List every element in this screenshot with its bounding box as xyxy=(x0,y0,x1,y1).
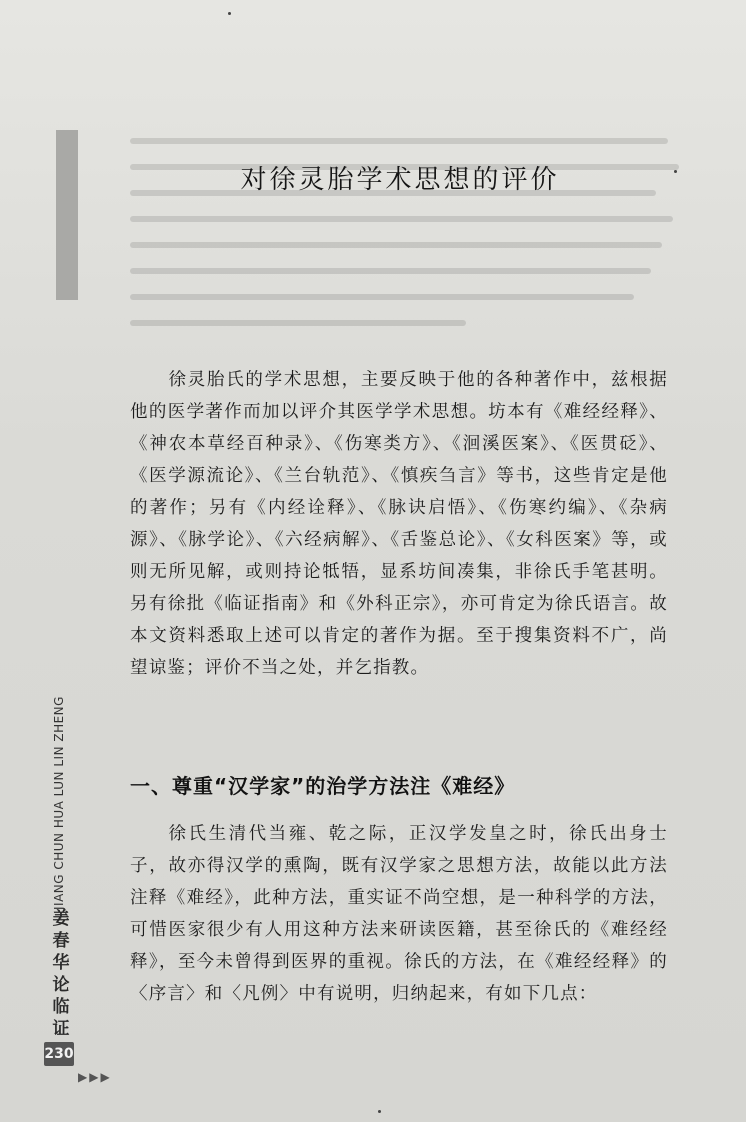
running-head-chinese-text: 姜春华论临证 xyxy=(52,909,70,1039)
page-number: 230 xyxy=(44,1042,74,1066)
speck-mark xyxy=(674,170,677,173)
page-edge-strip xyxy=(56,130,78,300)
section-body xyxy=(130,818,668,1010)
intro-paragraph: 徐灵胎氏的学术思想，主要反映于他的各种著作中，兹根据他的医学著作而加以评介其医学学术思想。坊本有《难经经释》、《神农本草经百种录》、《伤寒类方》、《洄溪医案》、《医贯砭》、《医学源流论》、《兰台轨范》、《慎疾刍言》等书，这些肯定是他的著作；另有《内经诠释》、《脉诀启悟》、《伤寒约编》、《杂病源》、《脉学论》、《六经病解》、《舌鉴总论》、《女科医案》等，或则无所见解，或则持论牴牾，显系坊间凑集，非徐氏手笔甚明。另有徐批《临证指南》和《外科正宗》，亦可肯定为徐氏语言。故本文资料悉取上述可以肯定的著作为据。至于搜集资料不广，尚望谅鉴；评价不当之处，并乞指教。 xyxy=(130,370,668,678)
speck-mark xyxy=(228,12,231,15)
section-paragraph: 徐氏生清代当雍、乾之际，正汉学发皇之时，徐氏出身士子，故亦得汉学的熏陶，既有汉学家之思想方法，故能以此方法注释《难经》，此种方法，重实证不尚空想，是一种科学的方法，可惜医家很少有人用这种方法来研读医籍，甚至徐氏的《难经经释》，至今未曾得到医界的重视。徐氏的方法，在《难经经释》的〈序言〉和〈凡例〉中有说明，归纳起来，有如下几点： xyxy=(130,824,668,1004)
arrow-decoration-icon: ▶▶▶ xyxy=(78,1070,112,1084)
running-head-pinyin: JIANG CHUN HUA LUN LIN ZHENG xyxy=(52,696,66,910)
running-head-chinese xyxy=(50,908,72,1040)
intro-section xyxy=(130,364,668,684)
speck-mark xyxy=(378,1110,381,1113)
section-heading: 一、尊重“汉学家”的治学方法注《难经》 xyxy=(130,774,516,798)
page-title: 对徐灵胎学术思想的评价 xyxy=(240,165,560,196)
